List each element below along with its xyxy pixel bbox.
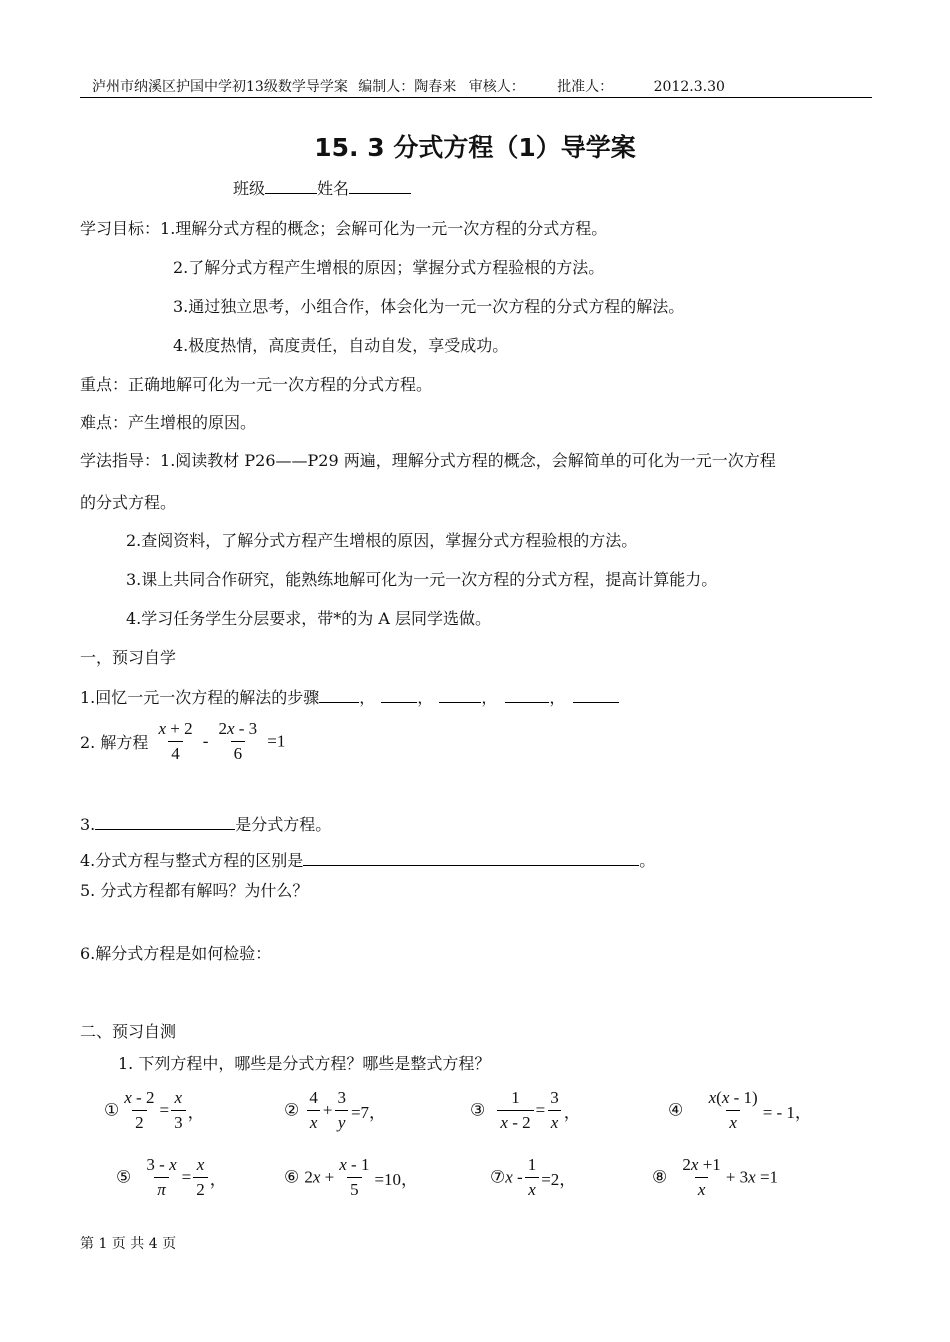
equation-8: ⑧ $\frac{2x +1}{x}$ + 3x =1 (652, 1155, 779, 1199)
page-header (92, 76, 725, 96)
header-date: 2012.3.30 (653, 79, 725, 95)
marker: ② (284, 1100, 300, 1120)
header-editor: 编制人：陶春来 (358, 79, 457, 95)
marker: ① (104, 1100, 120, 1120)
q4-prefix: 4.分式方程与整式方程的区别是 (80, 851, 304, 870)
answer-blank[interactable] (505, 688, 549, 703)
difficulty: 难点：产生增根的原因。 (80, 413, 257, 432)
q3-suffix: 是分式方程。 (235, 815, 332, 834)
section2-heading: 二、预习自测 (80, 1022, 177, 1041)
q1-text: 1.回忆一元一次方程的解法的步骤 (80, 688, 320, 707)
equation-2: ② $\frac{4}{x}$ + $\frac{3}{y}$ =7， (284, 1088, 387, 1132)
guidance-item: 1.阅读教材 P26——P29 两遍，理解分式方程的概念，会解简单的可化为一元一次方程 (160, 451, 776, 470)
q4-suffix: 。 (639, 851, 656, 870)
equation-fraction: $\frac{x + 2}{4}$ (158, 719, 193, 763)
section1-q6: 6.解分式方程是如何检验： (80, 944, 272, 963)
answer-blank[interactable] (439, 688, 481, 703)
class-blank[interactable] (265, 179, 317, 194)
section1-q4 (80, 848, 655, 871)
equation-1: ① $\frac{x - 2}{2}$ = $\frac{x}{3}$ ， (104, 1088, 205, 1132)
guidance-label: 学法指导： (80, 451, 161, 470)
answer-blank[interactable] (303, 851, 639, 866)
q3-prefix: 3. (80, 815, 96, 834)
name-label: 姓名 (317, 179, 350, 198)
objective-item: 1.理解分式方程的概念；会解可化为一元一次方程的分式方程。 (160, 219, 608, 238)
name-blank[interactable] (349, 179, 411, 194)
guidance-line-1 (80, 448, 776, 471)
marker: ⑧ (652, 1167, 668, 1187)
guidance-item: 2.查阅资料，了解分式方程产生增根的原因，掌握分式方程验根的方法。 (126, 531, 638, 550)
marker: ④ (668, 1100, 684, 1120)
objective-item: 3.通过独立思考，小组合作，体会化为一元一次方程的分式方程的解法。 (173, 297, 685, 316)
equation-5: ⑤ $\frac{3 - x}{\pi}$ = $\frac{x}{2}$ ， (116, 1155, 227, 1199)
section1-q1: 1.回忆一元一次方程的解法的步骤 ， ， ， ， (80, 685, 619, 708)
equation-7: ⑦x - $\frac{1}{x}$ =2， (490, 1155, 577, 1199)
q2-label: 2. 解方程 (80, 733, 149, 752)
objective-item: 2.了解分式方程产生增根的原因；掌握分式方程验根的方法。 (173, 258, 605, 277)
header-divider (80, 97, 872, 98)
key-point: 重点：正确地解可化为一元一次方程的分式方程。 (80, 375, 433, 394)
marker: ③ (470, 1100, 486, 1120)
header-reviewer: 审核人： (468, 79, 525, 95)
equation-3: ③ $\frac{1}{x - 2}$ = $\frac{3}{x}$ ， (470, 1088, 581, 1132)
class-name-line (233, 176, 411, 199)
header-approver: 批准人： (557, 79, 614, 95)
answer-blank[interactable] (319, 688, 359, 703)
marker: ⑦ (490, 1167, 506, 1187)
objectives-label: 学习目标： (80, 219, 161, 238)
section1-q3 (80, 812, 331, 835)
guidance-item: 3.课上共同合作研究，能熟练地解可化为一元一次方程的分式方程，提高计算能力。 (126, 570, 718, 589)
section1-q2: 2. 解方程 $\frac{x + 2}{4}$ - $\frac{2x - 3}{6}$ =1 (80, 719, 286, 763)
objectives-line-1 (80, 216, 607, 239)
page-footer: 第 1 页 共 4 页 (80, 1236, 177, 1252)
section1-heading: 一，预习自学 (80, 648, 177, 667)
answer-blank[interactable] (95, 815, 235, 830)
marker: ⑤ (116, 1167, 132, 1187)
class-label: 班级 (233, 179, 266, 198)
page-title: 15. 3 分式方程（1）导学案 (314, 133, 636, 162)
equation-fraction: $\frac{2x - 3}{6}$ (218, 719, 258, 763)
answer-blank[interactable] (381, 688, 417, 703)
guidance-item: 4.学习任务学生分层要求，带*的为 A 层同学选做。 (126, 609, 491, 628)
guidance-item: 的分式方程。 (80, 493, 177, 512)
objective-item: 4.极度热情，高度责任，自动自发，享受成功。 (173, 336, 509, 355)
marker: ⑥ (284, 1167, 300, 1187)
header-school: 泸州市纳溪区护国中学初13级数学导学案 (92, 79, 348, 95)
section2-q1: 1. 下列方程中，哪些是分式方程？哪些是整式方程？ (118, 1054, 491, 1073)
equation-6: ⑥ 2x + $\frac{x - 1}{5}$ =10， (284, 1155, 419, 1199)
equation-4: ④ $\frac{x(x - 1)}{x}$ = - 1， (668, 1088, 812, 1132)
section1-q5: 5. 分式方程都有解吗？为什么？ (80, 881, 309, 900)
answer-blank[interactable] (573, 688, 619, 703)
